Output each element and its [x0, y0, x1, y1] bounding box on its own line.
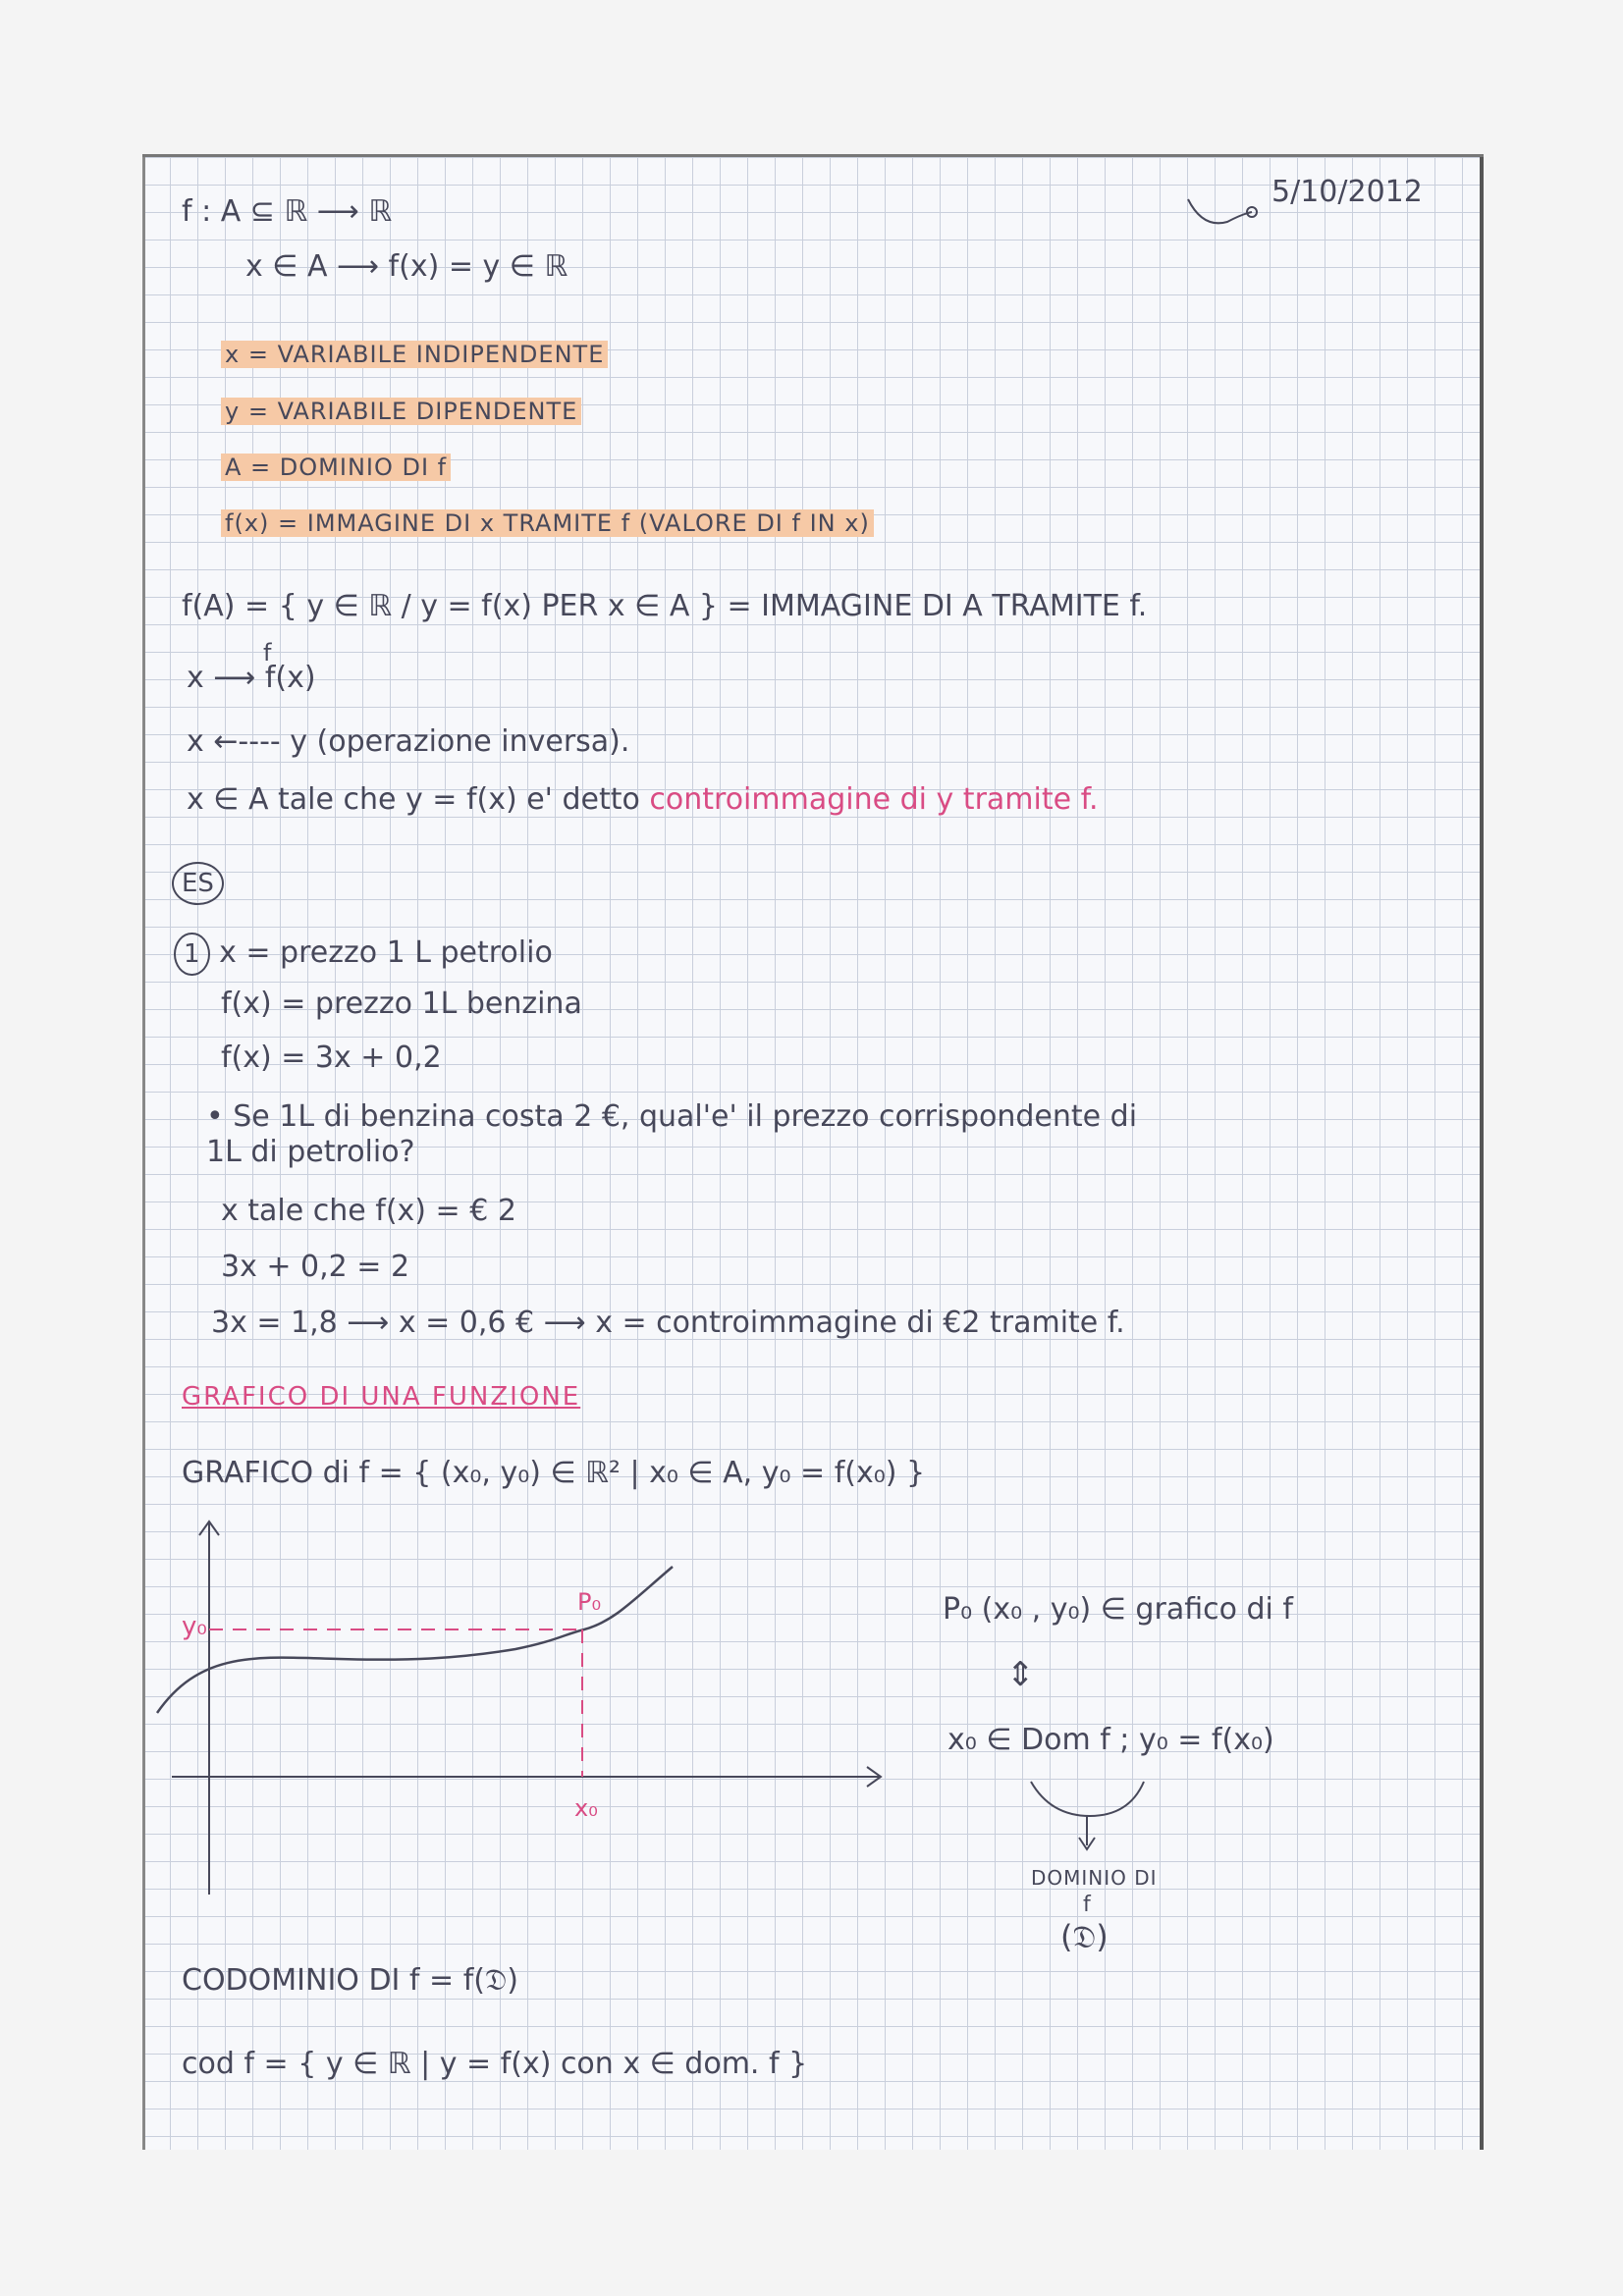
- codomain-line-1: CODOMINIO DI f = f(𝔇): [182, 1963, 518, 1998]
- definition-line-1: f : A ⊆ ℝ ⟶ ℝ: [182, 194, 393, 229]
- counterimage-term: controimmagine di y tramite f.: [649, 782, 1099, 817]
- y0-label: y₀: [182, 1612, 207, 1641]
- dominio-f: f: [1083, 1893, 1091, 1917]
- image-fx-line: f(x) = IMMAGINE DI x TRAMITE f (VALORE DI f IN x): [221, 506, 874, 541]
- question-line-2: 1L di petrolio?: [206, 1135, 415, 1169]
- graph-definition: GRAFICO di f = { (x₀, y₀) ∈ ℝ² | x₀ ∈ A, y₀ = f(x₀) }: [182, 1456, 926, 1490]
- definition-line-2: x ∈ A ⟶ f(x) = y ∈ ℝ: [245, 249, 568, 284]
- arrow-map-label: f: [263, 639, 272, 667]
- var-y-line: y = VARIABILE DIPENDENTE: [221, 394, 581, 429]
- notebook-page: [142, 154, 1484, 2150]
- date: 5/10/2012: [1271, 175, 1423, 209]
- example-1-line-3: f(x) = 3x + 0,2: [221, 1041, 442, 1075]
- inverse-line: x ←---- y (operazione inversa).: [187, 724, 630, 759]
- p0-label: P₀: [577, 1588, 602, 1616]
- codomain-line-2: cod f = { y ∈ ℝ | y = f(x) con x ∈ dom. f }: [182, 2047, 808, 2081]
- example-1-line-2: f(x) = prezzo 1L benzina: [221, 987, 582, 1021]
- dominio-label: DOMINIO DI: [1031, 1866, 1158, 1890]
- solution-line-2: 3x + 0,2 = 2: [221, 1250, 410, 1284]
- graph-condition: x₀ ∈ Dom f ; y₀ = f(x₀): [947, 1723, 1274, 1757]
- equivalence-icon: ⇕: [1006, 1655, 1035, 1694]
- image-set-line: f(A) = { y ∈ ℝ / y = f(x) PER x ∈ A } = IMMAGINE DI A TRAMITE f.: [182, 589, 1148, 623]
- graph-heading: GRAFICO DI UNA FUNZIONE: [182, 1382, 581, 1412]
- question-line-1: • Se 1L di benzina costa 2 €, qual'e' il prezzo corrispondente di: [206, 1099, 1138, 1134]
- var-x-line: x = VARIABILE INDIPENDENTE: [221, 337, 608, 372]
- graph-point-membership: P₀ (x₀ , y₀) ∈ grafico di f: [943, 1592, 1293, 1627]
- dominio-symbol: (𝔇): [1060, 1918, 1109, 1955]
- dominio-brace: [1031, 1782, 1144, 1816]
- x0-label: x₀: [574, 1794, 598, 1822]
- solution-line-3: 3x = 1,8 ⟶ x = 0,6 € ⟶ x = controimmagine di €2 tramite f.: [211, 1306, 1125, 1340]
- arrow-map-line: f x ⟶ f(x): [187, 661, 316, 696]
- counterimage-line: x ∈ A tale che y = f(x) e' detto controimmagine di y tramite f.: [187, 782, 1099, 817]
- function-graph: [142, 157, 1484, 2150]
- solution-line-1: x tale che f(x) = € 2: [221, 1194, 516, 1228]
- example-badge: ES: [172, 862, 224, 905]
- domain-a-line: A = DOMINIO DI f: [221, 450, 451, 485]
- example-1-line-1: 1 x = prezzo 1 L petrolio: [174, 933, 553, 976]
